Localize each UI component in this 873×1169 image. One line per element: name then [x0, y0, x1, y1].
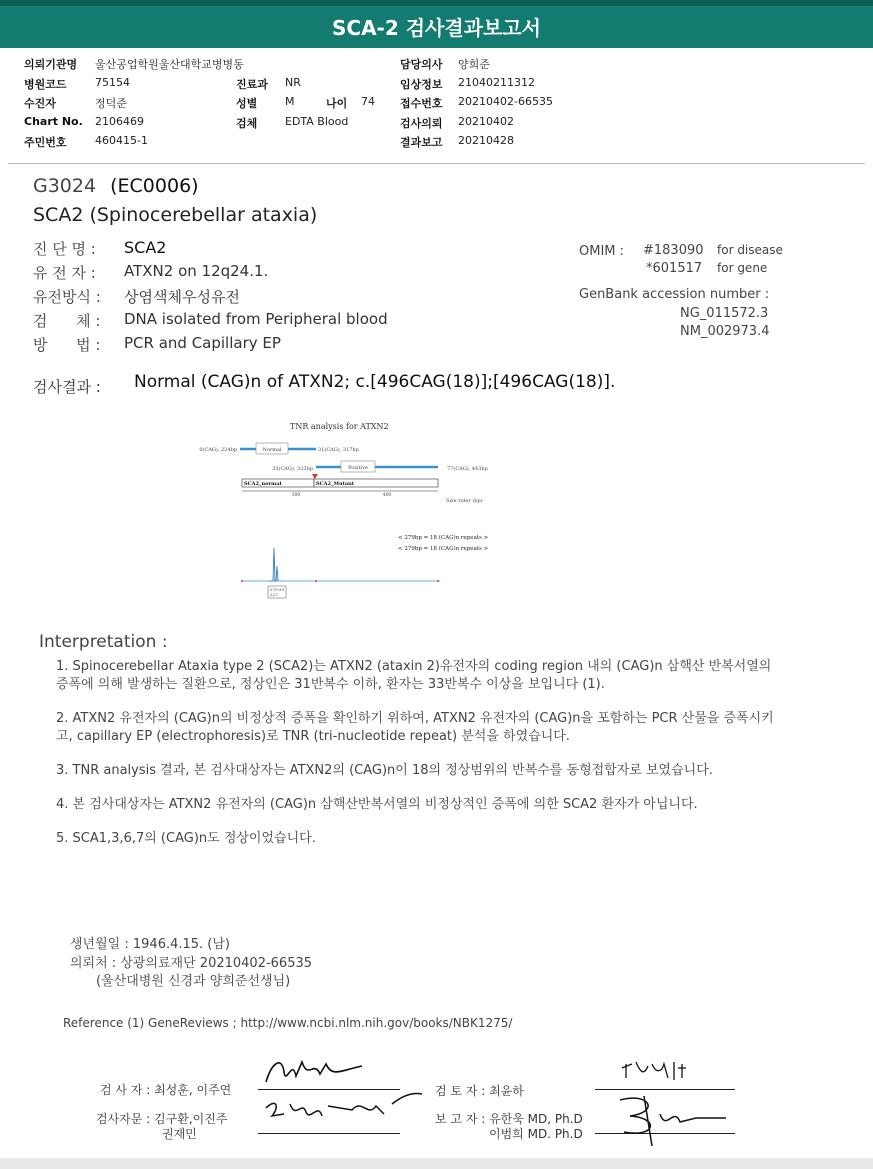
test-field-label: 방 법 :	[33, 336, 101, 354]
header-label: 성별	[236, 97, 258, 110]
reporter-signature	[600, 1092, 730, 1148]
header-value: 20210428	[458, 134, 514, 147]
marker-dot	[437, 580, 439, 582]
interpretation-item: 1. Spinocerebellar Ataxia type 2 (SCA2)는 ATXN2 (ataxin 2)유전자의 coding region 내의 (CAG)n 삼핵산 반복서열의 증폭에 의해 발생하는 질환으로, 정상인은 31반복수 이하, 환자는 33반복수 이상을 보입니다 (1).	[56, 659, 772, 692]
header-value: 21040211312	[458, 75, 535, 89]
reporter-label-2: 이범희 MD. Ph.D	[489, 1127, 583, 1141]
header-label: 결과보고	[400, 136, 443, 149]
omim-disease: #183090	[643, 243, 704, 258]
header-divider	[8, 163, 865, 164]
header-label: 담당의사	[400, 58, 443, 71]
reviewer-signature	[618, 1058, 698, 1086]
test-field-label: 유 전 자 :	[33, 264, 96, 282]
omim-label: OMIM :	[579, 244, 625, 259]
interpretation-item: 2. ATXN2 유전자의 (CAG)n의 비정상적 증폭을 확인하기 위하여, ATXN2 유전자의 (CAG)n을 포함하는 PCR 산물을 증폭시키고, capillary EP (electrophoresis)로 TNR (tri-nucleotide repeat) 분석을 하였습니다.	[56, 711, 774, 744]
advisor-signature-line	[258, 1133, 400, 1134]
tester-signature	[262, 1052, 372, 1088]
header-value: EDTA Blood	[285, 114, 349, 128]
repeat-allele-1: < 279bp = 18 (CAG)n repeats >	[398, 535, 489, 541]
segment-mutant-label: SCA2_Mutant	[316, 481, 355, 487]
header-label: 임상정보	[400, 77, 443, 91]
header-label: 접수번호	[400, 97, 443, 110]
interpretation-heading: Interpretation :	[39, 632, 168, 652]
interpretation-item: 5. SCA1,3,6,7의 (CAG)n도 정상이었습니다.	[56, 831, 316, 846]
genbank-label: GenBank accession number :	[579, 287, 770, 302]
header-value: 20210402-66535	[458, 95, 553, 108]
header-value: M	[285, 95, 295, 108]
header-label: 수진자	[24, 97, 56, 110]
omim-gene-note: for gene	[717, 261, 768, 275]
test-field-value: ATXN2 on 12q24.1.	[124, 262, 269, 280]
reviewer-signature-line	[595, 1089, 735, 1090]
tick-300: 300	[291, 493, 301, 498]
peak-trace	[270, 548, 278, 581]
positive-box-label: Positive	[348, 465, 368, 471]
peak-label-height: 227	[270, 592, 278, 597]
header-value: 양희준	[458, 58, 490, 71]
header-value: 75154	[95, 75, 130, 89]
interpretation-list	[56, 658, 778, 848]
header-label: 검체	[236, 116, 258, 130]
header-value: 울산공업학원울산대학교병병동	[95, 58, 244, 71]
reviewer-label: 검 토 자 : 최윤하	[435, 1084, 524, 1098]
genbank-ng: NG_011572.3	[680, 306, 769, 321]
size-ruler-label: Size ruler (bp)	[446, 498, 483, 504]
header-row	[24, 134, 854, 154]
normal-box-label: Normal	[262, 447, 282, 453]
result-value: Normal (CAG)n of ATXN2; c.[496CAG(18)];[496CAG(18)].	[134, 372, 616, 392]
test-field-value: SCA2	[124, 238, 167, 257]
normal-right-label: 31(CAG), 317bp	[318, 447, 359, 453]
marker-dot	[241, 580, 243, 582]
header-label: 진료과	[236, 77, 268, 91]
header-label: 주민번호	[24, 136, 67, 149]
advisor-signature	[262, 1090, 432, 1130]
reporter-label: 보 고 자 : 유한욱 MD, Ph.D	[435, 1112, 583, 1126]
bottom-band	[0, 1158, 873, 1169]
header-row	[24, 115, 854, 135]
header-row	[24, 56, 854, 76]
header-value: 74	[361, 95, 375, 108]
header-label: 나이	[326, 97, 348, 110]
figure-title: TNR analysis for ATXN2	[290, 422, 389, 431]
genbank-nm: NM_002973.4	[680, 324, 770, 339]
report-title: SCA-2 검사결과보고서	[0, 0, 873, 48]
omim-disease-note: for disease	[717, 243, 783, 257]
header-value: NR	[285, 75, 301, 89]
test-field-label: 진 단 명 :	[33, 240, 96, 258]
marker-triangle	[312, 474, 318, 479]
tnr-figure-svg	[190, 418, 530, 608]
marker-dot	[315, 580, 317, 582]
repeat-allele-2: < 279bp = 18 (CAG)n repeats >	[398, 546, 489, 552]
omim-gene: *601517	[646, 261, 703, 276]
header-value: 2106469	[95, 114, 144, 128]
test-name: SCA2 (Spinocerebellar ataxia)	[33, 204, 318, 226]
test-field-label: 검 체 :	[33, 312, 101, 330]
header-value: 460415-1	[95, 134, 148, 147]
test-field-value: 상염색체우성유전	[124, 288, 240, 306]
interpretation-item: 3. TNR analysis 결과, 본 검사대상자는 ATXN2의 (CAG)n이 18의 정상범위의 반복수를 동형접합자로 보였습니다.	[56, 763, 713, 778]
header-label: 검사의뢰	[400, 116, 443, 130]
referral: 의뢰처 : 상광의료재단 20210402-66535	[70, 956, 313, 971]
header-row	[24, 95, 854, 115]
advisor-label-2: 권재민	[162, 1127, 197, 1141]
positive-right-label: 77(CAG), 443bp	[447, 466, 488, 472]
header-label: Chart No.	[24, 114, 83, 128]
test-ec: (EC0006)	[110, 175, 199, 197]
advisor-label: 검사자문 : 김구환,이진주	[96, 1112, 228, 1126]
test-field-value: PCR and Capillary EP	[124, 334, 281, 352]
tnr-figure	[190, 418, 530, 608]
result-label: 검사결과 :	[33, 378, 101, 396]
reference: Reference (1) GeneReviews ; http://www.ncbi.nlm.nih.gov/books/NBK1275/	[63, 1016, 513, 1030]
peak-label-size: 279.93	[270, 587, 284, 592]
header-label: 의뢰기관명	[24, 58, 78, 71]
segment-normal-label: SCA2_normal	[244, 481, 282, 487]
tick-400: 400	[382, 493, 392, 498]
header-value: 20210402	[458, 114, 514, 128]
test-code: G3024	[33, 175, 97, 197]
header-label: 병원코드	[24, 77, 67, 91]
tester-label: 검 사 자 : 최성훈, 이주연	[100, 1083, 232, 1097]
test-field-label: 유전방식 :	[33, 288, 101, 306]
header-info	[24, 56, 854, 154]
birth-date: 생년월일 : 1946.4.15. (남)	[70, 937, 231, 952]
test-code-line	[33, 175, 199, 197]
positive-left-label: 33(CAG), 323bp	[272, 466, 313, 472]
normal-left-label: 0(CAG), 224bp	[199, 447, 237, 453]
referral-doctor: (울산대병원 신경과 양희준선생님)	[96, 974, 291, 989]
header-value: 정덕준	[95, 97, 127, 110]
interpretation-item: 4. 본 검사대상자는 ATXN2 유전자의 (CAG)n 삼핵산반복서열의 비정상적인 증폭에 의한 SCA2 환자가 아닙니다.	[56, 797, 698, 812]
header-row	[24, 76, 854, 96]
test-field-value: DNA isolated from Peripheral blood	[124, 310, 388, 328]
